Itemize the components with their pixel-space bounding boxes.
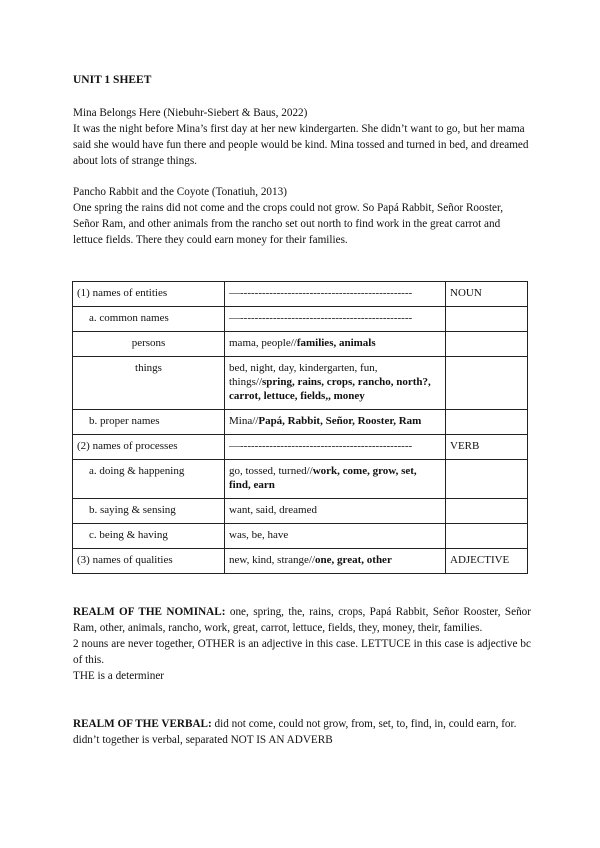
word-class-tag: VERB xyxy=(446,435,528,460)
word-class-tag xyxy=(446,332,528,357)
word-class-tag xyxy=(446,460,528,499)
story-text: It was the night before Mina’s first day at her new kindergarten. She didn’t want to go, but her mama said she would have fun there and people would be kind. Mina tossed and turned in bed, and dreamed about lots of strange things. xyxy=(73,123,529,167)
row-label: (2) names of processes xyxy=(73,435,225,460)
table-row xyxy=(73,307,528,332)
realm-nominal-note: 2 nouns are never together, OTHER is an adjective in this case. LETTUCE in this case is adjective bc of this. xyxy=(73,638,531,666)
examples-plain: was, be, have xyxy=(229,529,289,541)
grammar-table xyxy=(72,281,528,574)
examples-plain: bed, night, day, kindergarten, fun, things// xyxy=(229,362,378,388)
row-label: (3) names of qualities xyxy=(73,549,225,574)
table-row xyxy=(73,410,528,435)
word-class-tag xyxy=(446,307,528,332)
examples-cell xyxy=(225,410,446,435)
realm-nominal-section xyxy=(73,604,531,684)
realm-verbal-text: did not come, could not grow, from, set, to, find, in, could earn, for. xyxy=(211,718,517,730)
realm-verbal-paragraph xyxy=(73,716,531,732)
story-text: One spring the rains did not come and the crops could not grow. So Papá Rabbit, Señor Rooster, Señor Ram, and other animals from the rancho set out north to find work in the great carrot and lettuce fields. There they could earn money for their families. xyxy=(73,202,504,246)
realm-nominal-heading: REALM OF THE NOMINAL: xyxy=(73,606,226,618)
story-source: Pancho Rabbit and the Coyote (Tonatiuh, 2013) xyxy=(73,186,287,198)
realm-verbal-heading: REALM OF THE VERBAL: xyxy=(73,718,212,730)
examples-plain: new, kind, strange// xyxy=(229,554,316,566)
examples-cell xyxy=(225,357,446,410)
examples-bold: work, come, grow, set, find, earn xyxy=(229,465,417,491)
dash-cell: —----------------------------------------------- xyxy=(225,435,446,460)
examples-cell xyxy=(225,460,446,499)
word-class-tag xyxy=(446,357,528,410)
page-title: UNIT 1 SHEET xyxy=(73,74,152,86)
realm-verbal-section xyxy=(73,716,531,748)
table-row xyxy=(73,435,528,460)
table-row xyxy=(73,499,528,524)
row-label: things xyxy=(73,357,225,410)
realm-nominal-paragraph xyxy=(73,604,531,636)
realm-nominal-note: THE is a determiner xyxy=(73,670,165,682)
table-row xyxy=(73,460,528,499)
examples-plain: want, said, dreamed xyxy=(229,504,317,516)
examples-bold: Papá, Rabbit, Señor, Rooster, Ram xyxy=(258,415,422,427)
row-label: a. doing & happening xyxy=(73,460,225,499)
row-label: b. saying & sensing xyxy=(73,499,225,524)
realm-verbal-note: didn’t together is verbal, separated NOT IS AN ADVERB xyxy=(73,734,333,746)
story-mina-belongs-here xyxy=(73,105,531,169)
examples-plain: Mina// xyxy=(229,415,259,427)
examples-bold: one, great, other xyxy=(315,554,392,566)
word-class-tag: NOUN xyxy=(446,282,528,307)
story-source: Mina Belongs Here (Niebuhr-Siebert & Baus, 2022) xyxy=(73,107,308,119)
word-class-tag xyxy=(446,499,528,524)
examples-cell xyxy=(225,332,446,357)
table-row xyxy=(73,282,528,307)
row-label: persons xyxy=(73,332,225,357)
word-class-tag xyxy=(446,524,528,549)
examples-cell xyxy=(225,549,446,574)
examples-bold: families, animals xyxy=(296,337,376,349)
examples-cell xyxy=(225,524,446,549)
examples-cell xyxy=(225,499,446,524)
examples-plain: go, tossed, turned// xyxy=(229,465,313,477)
word-class-tag: ADJECTIVE xyxy=(446,549,528,574)
row-label: c. being & having xyxy=(73,524,225,549)
table-row xyxy=(73,524,528,549)
realm-nominal-text: one, spring, the, rains, crops, Papá Rabbit, Señor Rooster, Señor Ram, other, animals, rancho, work, great, carrot, lettuce, fields, they, money, their, families. xyxy=(73,606,531,634)
table-row xyxy=(73,357,528,410)
row-label: (1) names of entities xyxy=(73,282,225,307)
dash-cell: —----------------------------------------------- xyxy=(225,307,446,332)
dash-cell: —----------------------------------------------- xyxy=(225,282,446,307)
examples-plain: mama, people// xyxy=(229,337,297,349)
table-row xyxy=(73,332,528,357)
table-row xyxy=(73,549,528,574)
row-label: a. common names xyxy=(73,307,225,332)
examples-bold: spring, rains, crops, rancho, north?, carrot, lettuce, fields,, money xyxy=(229,376,431,402)
word-class-tag xyxy=(446,410,528,435)
row-label: b. proper names xyxy=(73,410,225,435)
story-pancho-rabbit xyxy=(73,184,531,248)
